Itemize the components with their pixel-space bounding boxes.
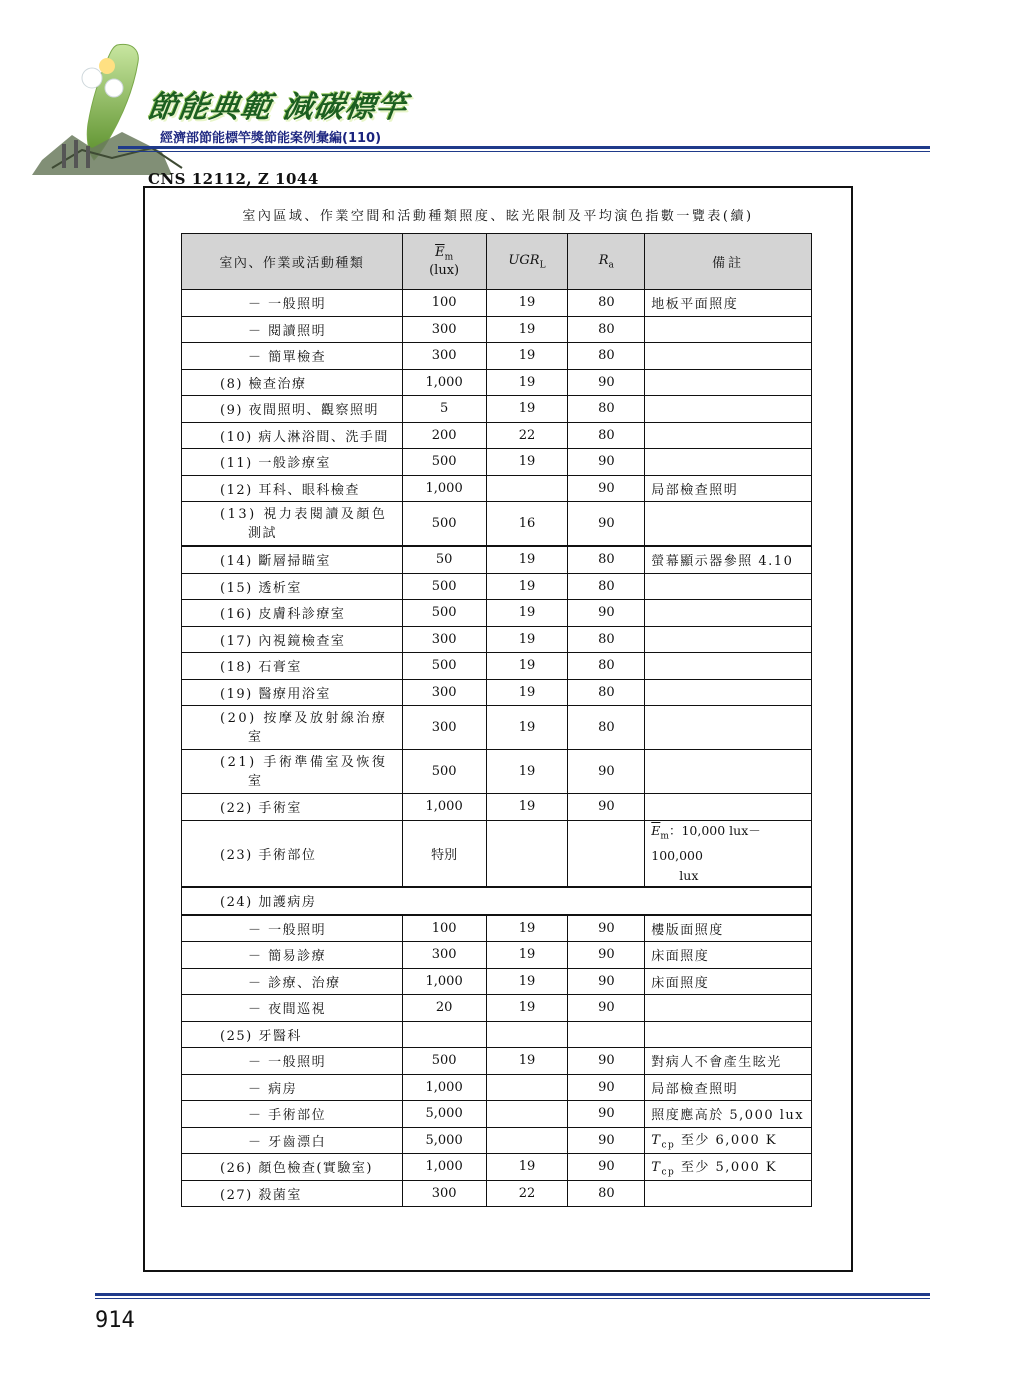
table-row: (8) 檢查治療 1,000 19 90 — [182, 369, 812, 396]
header-rule-thin — [118, 151, 930, 152]
standard-code: CNS 12112, Z 1044 — [148, 170, 319, 188]
table-row: (19) 醫療用浴室 300 19 80 — [182, 679, 812, 706]
table-row: (27) 殺菌室 300 22 80 — [182, 1180, 812, 1207]
table-row: (9) 夜間照明、觀察照明 5 19 80 — [182, 396, 812, 423]
table-header-row — [182, 234, 812, 290]
table-row: (18) 石膏室 500 19 80 — [182, 653, 812, 680]
table-caption: 室內區域、作業空間和活動種類照度、眩光限制及平均演色指數一覽表(續) — [242, 209, 754, 224]
table-row: (20) 按摩及放射線治療 室 300 19 80 — [182, 706, 812, 750]
footer-rule — [95, 1293, 930, 1296]
table-row: － 牙齒漂白 5,000 90 $T_{cp}$ 至少 6,000 K — [182, 1127, 812, 1154]
table-row: － 診療、治療 1,000 19 90 床面照度 — [182, 968, 812, 995]
table-row: － 一般照明 100 19 90 樓版面照度 — [182, 915, 812, 942]
table-row: (13) 視力表閱讀及顏色 測試 500 16 90 — [182, 502, 812, 547]
header-title: 節能典範 減碳標竿 — [145, 90, 410, 125]
table-row: (15) 透析室 500 19 80 — [182, 573, 812, 600]
illuminance-table — [181, 233, 812, 1207]
table-row: － 一般照明 100 19 80 地板平面照度 — [182, 290, 812, 317]
header-rule — [118, 146, 930, 149]
table-row: (21) 手術準備室及恢復 室 500 19 90 — [182, 750, 812, 794]
table-row: (25) 牙醫科 — [182, 1021, 812, 1048]
header-activity: 室內、作業或活動種類 — [182, 234, 403, 290]
header-ugr: $UGR_L$ — [486, 234, 568, 290]
table-row: － 簡單檢查 300 19 80 — [182, 343, 812, 370]
table-row: － 一般照明 500 19 90 對病人不會產生眩光 — [182, 1048, 812, 1075]
table-row: (17) 內視鏡檢查室 300 19 80 — [182, 626, 812, 653]
page-number: 914 — [95, 1308, 135, 1333]
table-row: － 手術部位 5,000 90 照度應高於 5,000 lux — [182, 1101, 812, 1128]
footer-rule-thin — [95, 1298, 930, 1299]
table-row: (11) 一般診療室 500 19 90 — [182, 449, 812, 476]
table-row: (26) 顏色檢查(實驗室) 1,000 19 90 $T_{cp}$ 至少 5,000 K — [182, 1154, 812, 1181]
table-row: － 簡易診療 300 19 90 床面照度 — [182, 942, 812, 969]
table-row: (23) 手術部位 特別 $\overline{E}_m$：10,000 lux－100,000 lux — [182, 820, 812, 887]
header-note: 備註 — [645, 234, 812, 290]
table-row: (22) 手術室 1,000 19 90 — [182, 794, 812, 821]
table-row: － 夜間巡視 20 19 90 — [182, 995, 812, 1022]
table-row: (24) 加護病房 — [182, 887, 812, 915]
table-row: (16) 皮膚科診療室 500 19 90 — [182, 600, 812, 627]
header-ra: $R_a$ — [568, 234, 645, 290]
header-em: $\overline{E}_m$ (lux) — [402, 234, 486, 290]
header-subtitle: 經濟部節能標竿獎節能案例彙編(110) — [160, 131, 382, 146]
table-row: (14) 斷層掃瞄室 50 19 80 螢幕顯示器參照 4.10 — [182, 546, 812, 573]
table-row: (12) 耳科、眼科檢查 1,000 90 局部檢查照明 — [182, 475, 812, 502]
table-row: (10) 病人淋浴間、洗手間 200 22 80 — [182, 422, 812, 449]
table-row: － 病房 1,000 90 局部檢查照明 — [182, 1074, 812, 1101]
table-row: － 閱讀照明 300 19 80 — [182, 316, 812, 343]
page-header — [0, 0, 1024, 170]
